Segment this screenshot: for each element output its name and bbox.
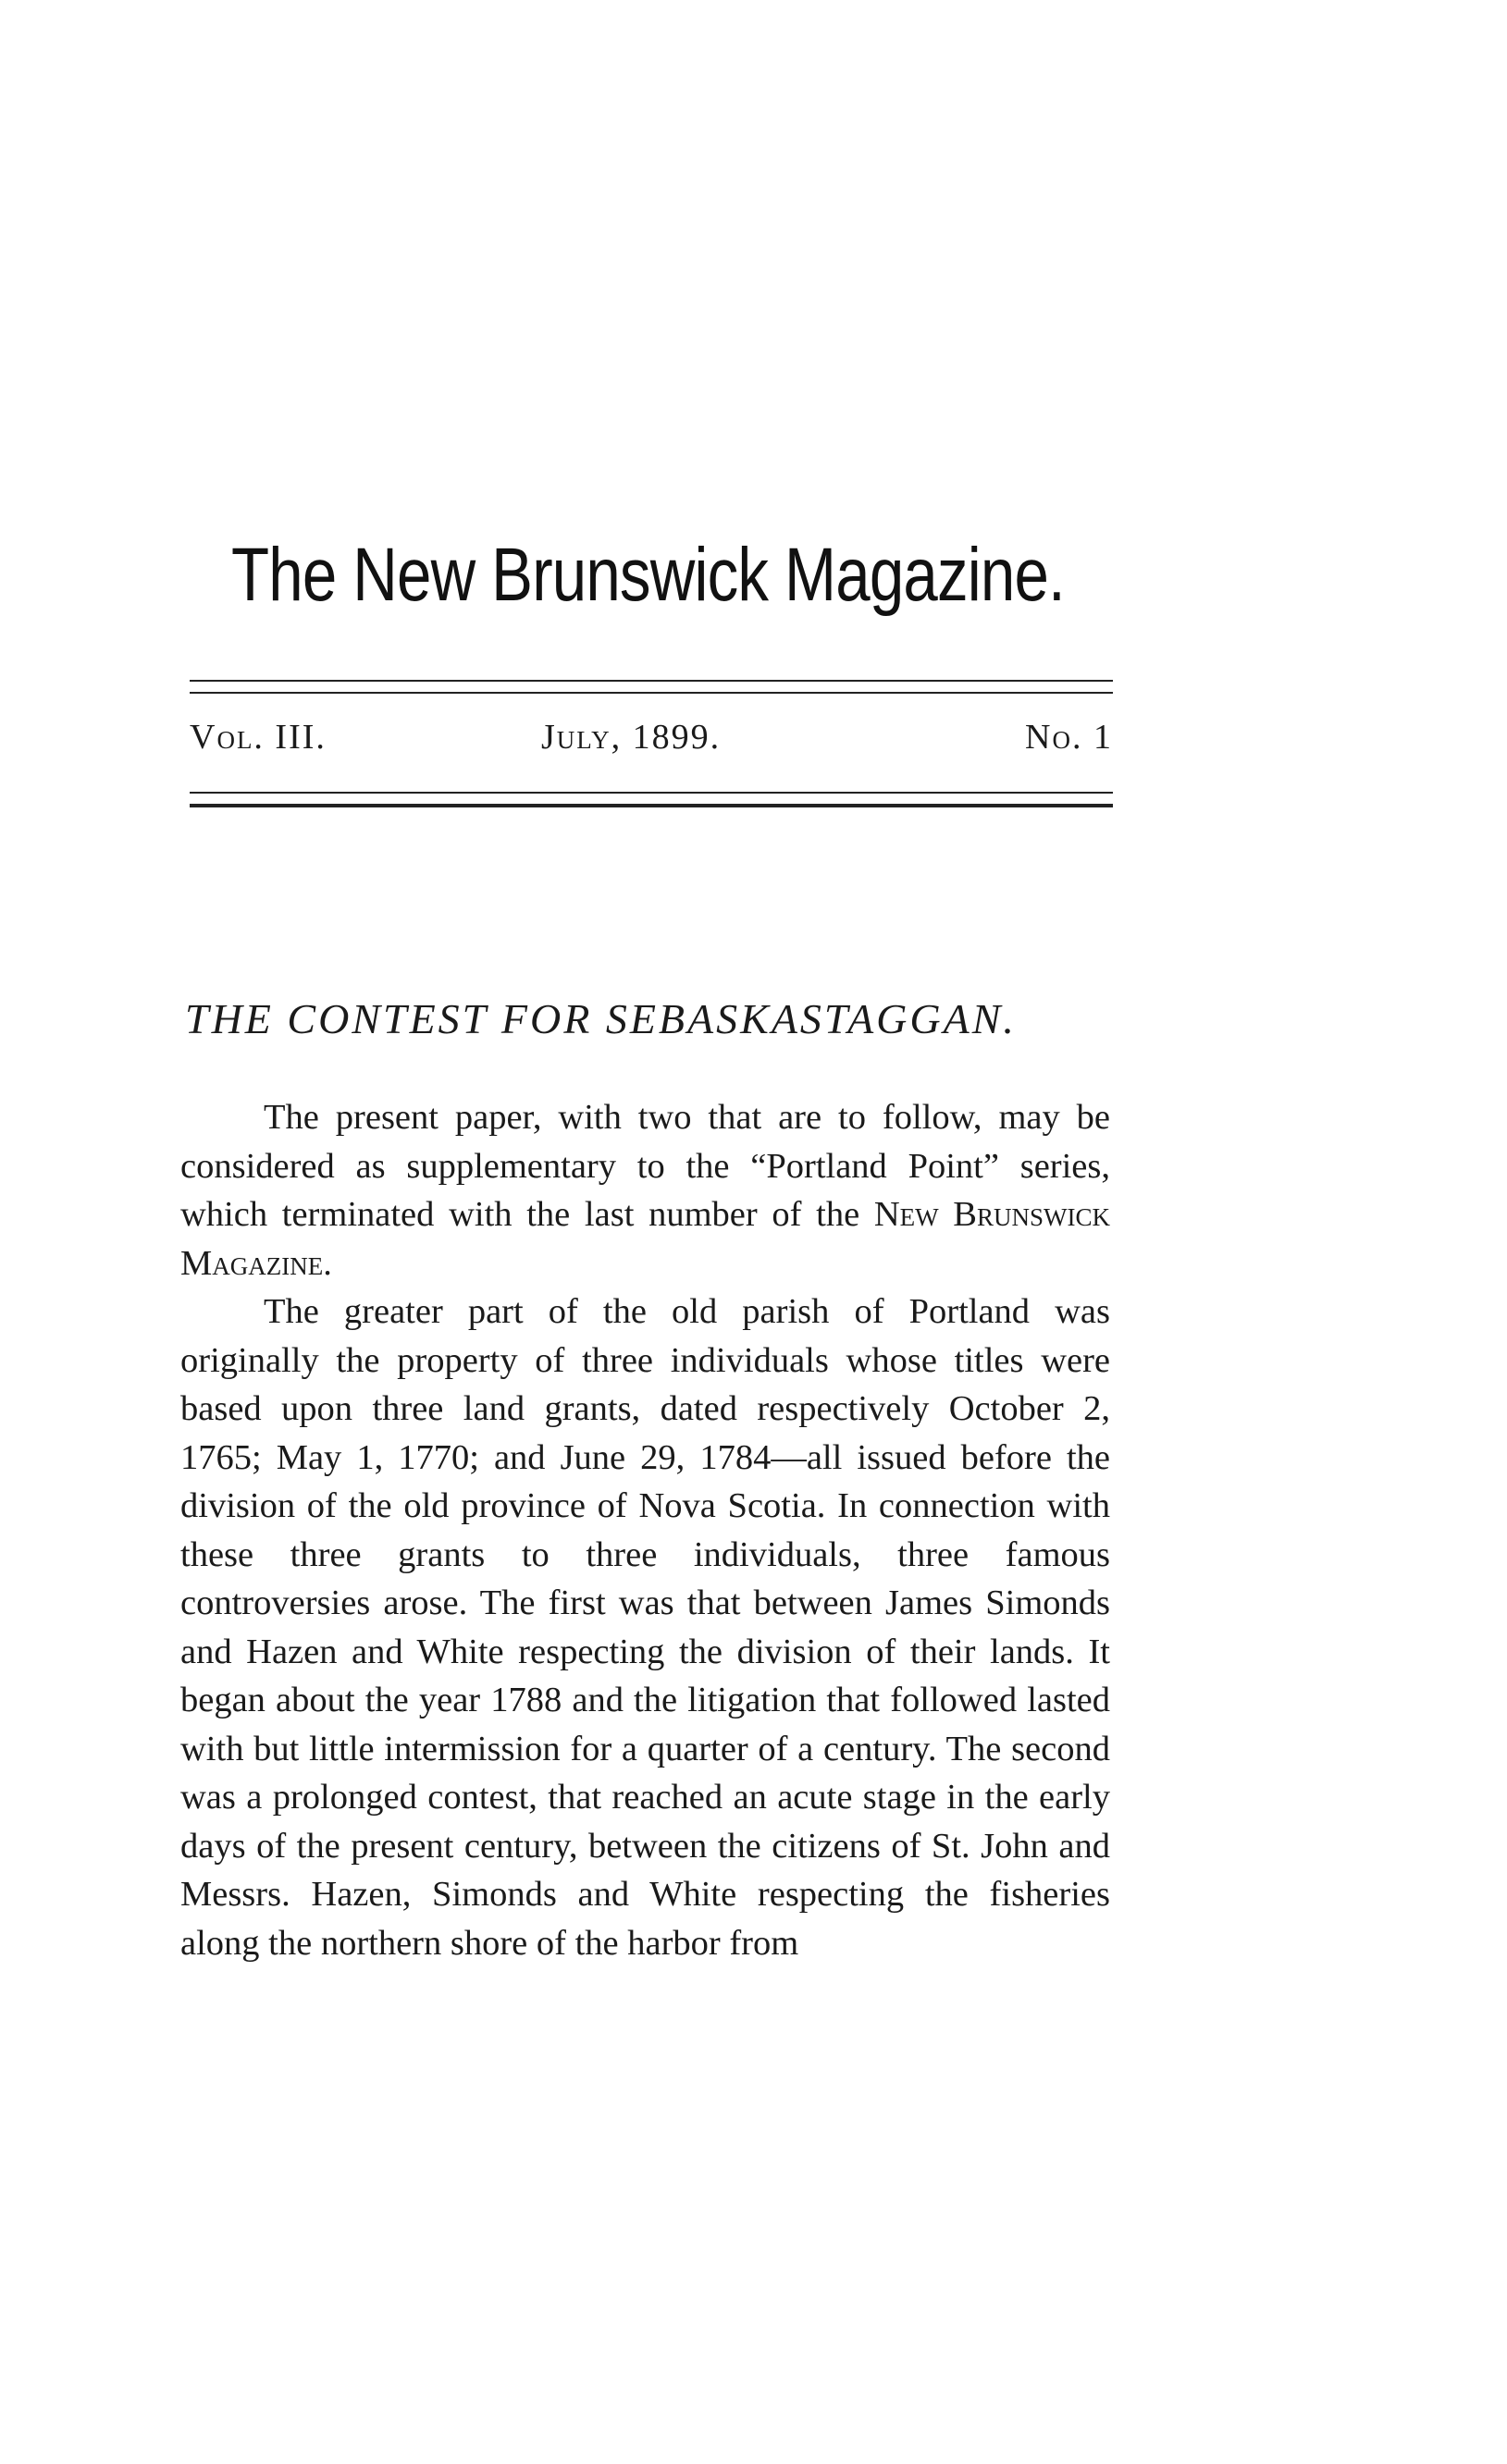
issue-number: No. 1 [1025,718,1113,757]
paragraph-1 [180,1093,1110,1287]
masthead-title: The New Brunswick Magazine. [231,533,1065,617]
article-title: THE CONTEST FOR SEBASKASTAGGAN. [185,995,1017,1042]
header-rule-bottom-thick [190,804,1113,807]
header-rule-top-second [190,692,1113,694]
paragraph-1-end: . [323,1243,332,1283]
issue-line [190,717,1113,772]
header-rule-top [190,680,1113,682]
paragraph-1-text: The present paper, with two that are to follow, may be considered as supplementary to the “Portland Point” series, which terminated with the last number of the [180,1098,1110,1234]
volume-label: Vol. III. [190,718,327,757]
article-body [180,1093,1110,1967]
paragraph-2: The greater part of the old parish of Portland was originally the property of three individuals whose titles were based upon three land grants, dated respectively October 2, 1765; May 1, 1770; and June 29, 1784—all issued before the division of the old province of Nova Scotia. In connection with these three grants to three individuals, three famous controversies arose. The first was that between James Simonds and Hazen and White respecting the division of their lands. It began about the year 1788 and the litigation that followed lasted with but little intermission for a quarter of a century. The second was a prolonged contest, that reached an acute stage in the early days of the present century, between the citizens of St. John and Messrs. Hazen, Simonds and White respecting the fisheries along the northern shore of the harbor from [180,1292,1110,1963]
issue-date: July, 1899. [541,718,722,757]
magazine-name: New Brunswick Magazine [180,1195,1110,1283]
header-rule-bottom [190,792,1113,794]
